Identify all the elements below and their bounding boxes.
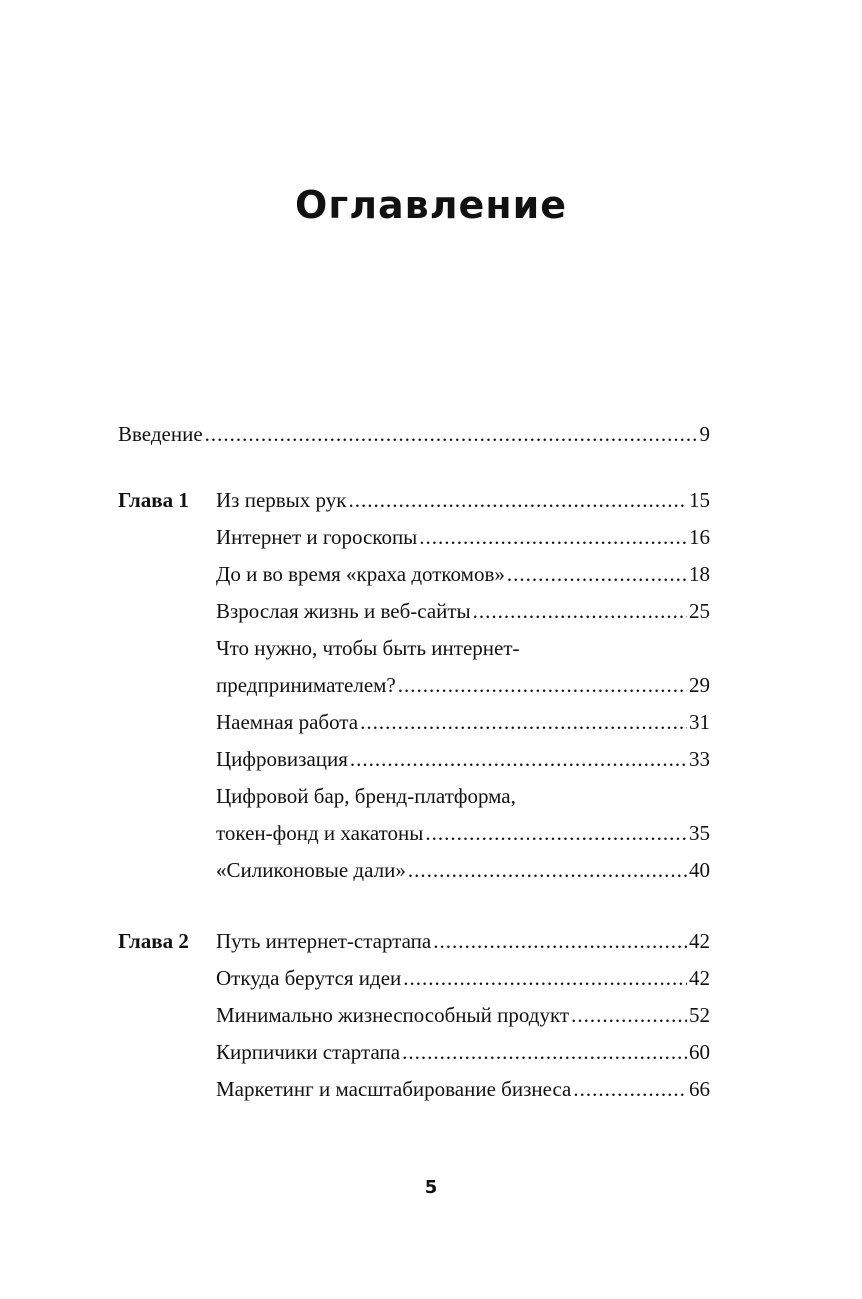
toc-page-number: 15 [689,488,710,512]
toc-page-number: 60 [689,1040,710,1064]
toc-page-number: 33 [689,747,710,771]
dot-leader [433,926,687,956]
dot-leader [360,707,687,737]
toc-page-number: 16 [689,525,710,549]
toc-entry [216,670,710,700]
page-number: 5 [424,1177,438,1198]
toc-entry-title: Из первых рук [216,488,347,512]
toc-page-number: 52 [689,1003,710,1027]
dot-leader [408,855,687,885]
toc-entry-title: «Силиконовые дали» [216,858,406,882]
chapter-label: Глава 2 [118,929,189,953]
toc-page-number: 31 [689,710,710,734]
toc-entry-title: Минимально жизнеспособный продукт [216,1003,570,1027]
toc-entry [216,855,710,885]
toc-entry-title: Кирпичики стартапа [216,1040,401,1064]
toc-entry [216,559,710,589]
toc-entry-title: предпринимателем? [216,673,396,697]
toc-entry [216,744,710,774]
toc-entry [216,818,710,848]
toc-entry-title: До и во время «краха доткомов» [216,562,505,586]
toc-page-number: 9 [699,422,710,446]
dot-leader [573,1074,687,1104]
toc-entry [216,926,710,956]
toc-entry-title: Наемная работа [216,710,359,734]
dot-leader [398,670,687,700]
toc-entry [216,1037,710,1067]
page-title: Оглавление [295,183,567,227]
toc-entry-title-line1: Что нужно, чтобы быть интернет- [216,636,520,660]
chapter-label: Глава 1 [118,488,189,512]
toc-entry-title: Интернет и гороскопы [216,525,418,549]
dot-leader [402,1037,687,1067]
toc-entry-title: Путь интернет-стартапа [216,929,432,953]
toc-page-number: 35 [689,821,710,845]
dot-leader [205,419,698,449]
toc-entry [216,707,710,737]
toc-page-number: 40 [689,858,710,882]
dot-leader [473,596,687,626]
toc-page-number: 29 [689,673,710,697]
dot-leader [507,559,687,589]
toc-entry [216,1074,710,1104]
toc-entry [216,522,710,552]
toc-entry-title: Введение [118,422,203,446]
toc-page-number: 25 [689,599,710,623]
toc-page-number: 66 [689,1077,710,1101]
toc-entry [216,963,710,993]
toc-entry [216,485,710,515]
dot-leader [350,744,687,774]
toc-page-number: 18 [689,562,710,586]
dot-leader [425,818,687,848]
toc-entry-title: Откуда берутся идеи [216,966,402,990]
toc-entry-intro [118,419,710,449]
toc-entry [216,1000,710,1030]
dot-leader [403,963,687,993]
toc-page-number: 42 [689,966,710,990]
toc-entry-title: Взрослая жизнь и веб-сайты [216,599,471,623]
toc-page-number: 42 [689,929,710,953]
dot-leader [348,485,687,515]
toc-entry [216,596,710,626]
toc-entry-title-line1: Цифровой бар, бренд-платформа, [216,784,516,808]
dot-leader [419,522,687,552]
toc-entry-title: Маркетинг и масштабирование бизнеса [216,1077,572,1101]
toc-entry-title: Цифровизация [216,747,348,771]
toc-entry-title: токен-фонд и хакатоны [216,821,424,845]
dot-leader [571,1000,687,1030]
